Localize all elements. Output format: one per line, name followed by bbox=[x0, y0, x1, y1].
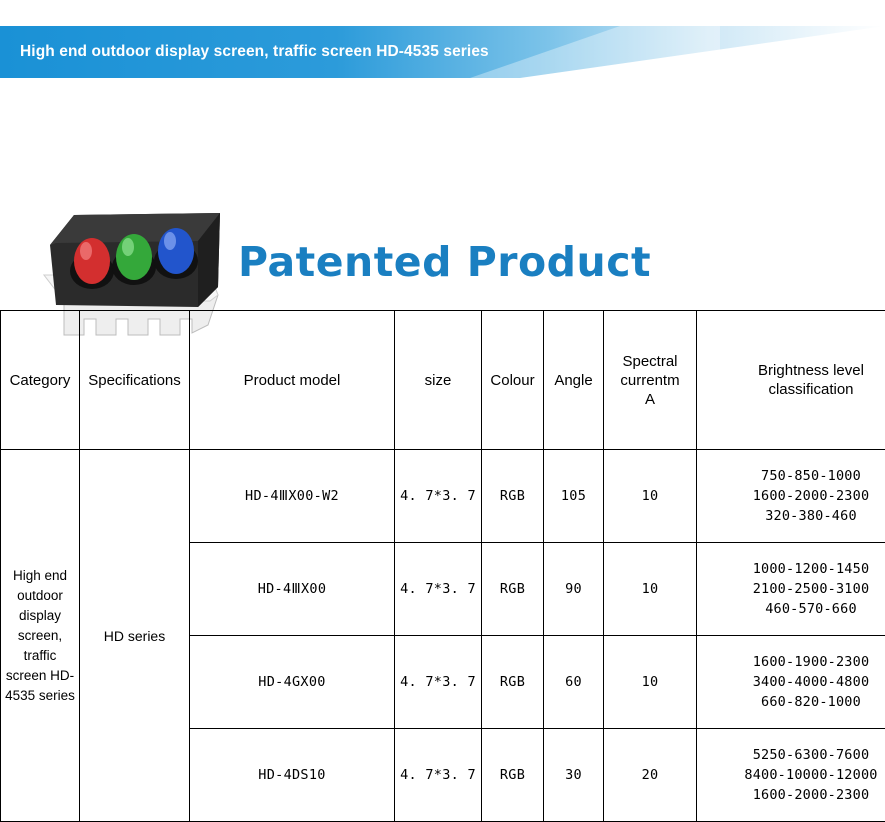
hero-section bbox=[0, 78, 885, 306]
cell-category: High end outdoor display screen, traffic screen HD-4535 series bbox=[1, 450, 80, 822]
brightness-line: 5250-6300-7600 bbox=[699, 745, 885, 765]
brightness-line: 460-570-660 bbox=[699, 599, 885, 619]
brightness-line: 320-380-460 bbox=[699, 506, 885, 526]
header-specifications: Specifications bbox=[80, 311, 190, 450]
specification-table bbox=[0, 310, 885, 822]
brightness-line: 660-820-1000 bbox=[699, 692, 885, 712]
led-red-icon bbox=[74, 238, 110, 284]
brightness-line: 1000-1200-1450 bbox=[699, 559, 885, 579]
cell-current: 20 bbox=[604, 729, 697, 822]
header-brightness-level bbox=[697, 311, 885, 450]
header-size: size bbox=[395, 311, 482, 450]
cell-size: 4. 7*3. 7 bbox=[395, 729, 482, 822]
table-header-row-group bbox=[1, 311, 885, 450]
cell-brightness bbox=[697, 729, 885, 822]
cell-angle: 105 bbox=[544, 450, 604, 543]
led-blue-icon bbox=[158, 228, 194, 274]
header-spectral-line1: Spectral bbox=[606, 352, 694, 371]
cell-colour: RGB bbox=[482, 543, 544, 636]
header-angle: Angle bbox=[544, 311, 604, 450]
cell-current: 10 bbox=[604, 636, 697, 729]
cell-size: 4. 7*3. 7 bbox=[395, 450, 482, 543]
cell-size: 4. 7*3. 7 bbox=[395, 543, 482, 636]
table-body bbox=[1, 450, 885, 822]
cell-colour: RGB bbox=[482, 729, 544, 822]
table-header-row bbox=[1, 311, 885, 450]
brightness-line: 3400-4000-4800 bbox=[699, 672, 885, 692]
brightness-line: 8400-10000-12000 bbox=[699, 765, 885, 785]
cell-specifications: HD series bbox=[80, 450, 190, 822]
brightness-line: 2100-2500-3100 bbox=[699, 579, 885, 599]
brightness-line: 750-850-1000 bbox=[699, 466, 885, 486]
cell-current: 10 bbox=[604, 450, 697, 543]
led-green-icon bbox=[116, 234, 152, 280]
cell-model: HD-4ⅢX00 bbox=[190, 543, 395, 636]
cell-model: HD-4GX00 bbox=[190, 636, 395, 729]
cell-current: 10 bbox=[604, 543, 697, 636]
cell-model: HD-4DS10 bbox=[190, 729, 395, 822]
banner-title: High end outdoor display screen, traffic screen HD-4535 series bbox=[20, 43, 489, 61]
cell-angle: 90 bbox=[544, 543, 604, 636]
header-brightness-line2: classification bbox=[699, 380, 885, 399]
header-spectral-line3: A bbox=[606, 390, 694, 409]
brightness-line: 1600-1900-2300 bbox=[699, 652, 885, 672]
brightness-line: 1600-2000-2300 bbox=[699, 486, 885, 506]
cell-colour: RGB bbox=[482, 450, 544, 543]
cell-brightness bbox=[697, 636, 885, 729]
cell-angle: 60 bbox=[544, 636, 604, 729]
header-spectral-line2: currentm bbox=[606, 371, 694, 390]
cell-brightness bbox=[697, 543, 885, 636]
header-brightness-line1: Brightness level bbox=[699, 361, 885, 380]
brightness-line: 1600-2000-2300 bbox=[699, 785, 885, 805]
header-spectral-current bbox=[604, 311, 697, 450]
cell-angle: 30 bbox=[544, 729, 604, 822]
header-product-model: Product model bbox=[190, 311, 395, 450]
page-header-banner bbox=[0, 0, 885, 78]
cell-brightness bbox=[697, 450, 885, 543]
table-row bbox=[1, 450, 885, 543]
header-category: Category bbox=[1, 311, 80, 450]
header-colour: Colour bbox=[482, 311, 544, 450]
cell-colour: RGB bbox=[482, 636, 544, 729]
hero-heading: Patented Product bbox=[238, 238, 651, 286]
cell-size: 4. 7*3. 7 bbox=[395, 636, 482, 729]
cell-model: HD-4ⅢX00-W2 bbox=[190, 450, 395, 543]
